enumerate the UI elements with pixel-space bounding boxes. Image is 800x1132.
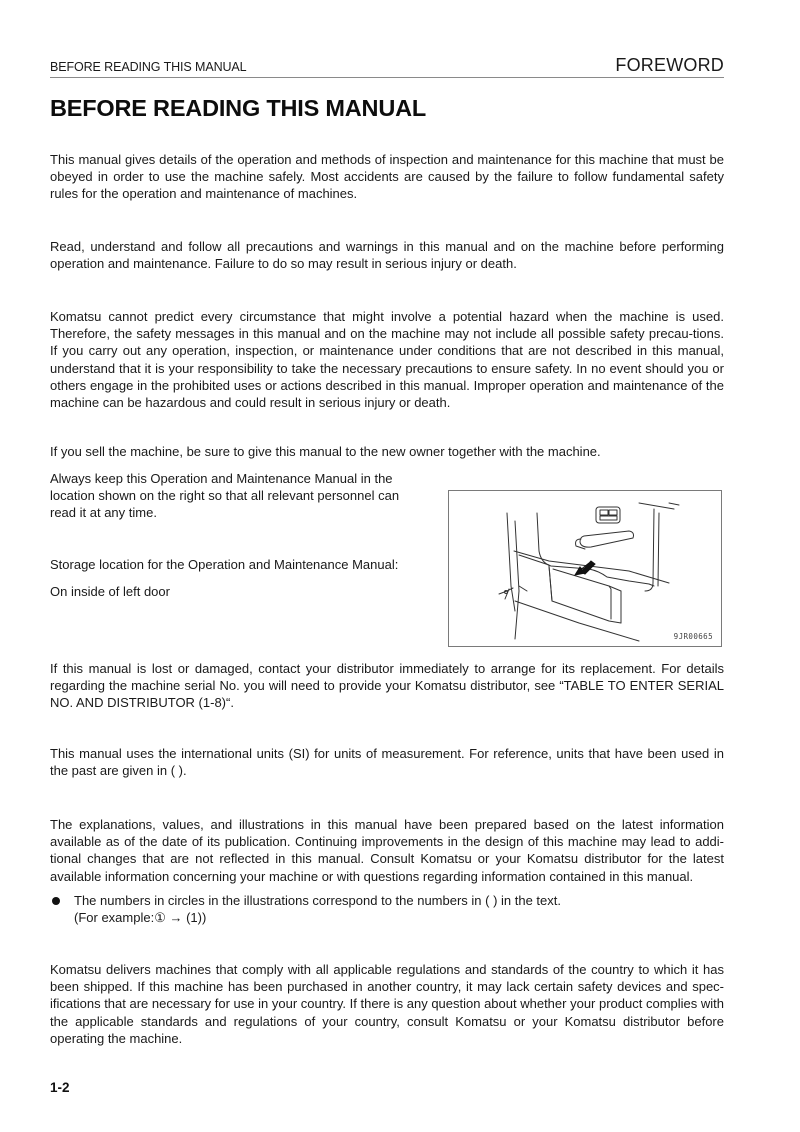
paragraph-hazard-disclaimer: Komatsu cannot predict every circumstance that might involve a potential hazard when the machine is used. Therefore, the safety messages in this manual and on the machine may not include all possible safety precau-tions. If you carry out any operation, inspection, or maintenance under conditions that are not described in this manual, understand that it is your responsibility to take the necessary precautions to ensure safety. In no event should you or others engage in the prohibited uses or actions described in this manual. Improper operation and maintenance of the machine can be hazardous and could result in serious injury or death. — [50, 309, 724, 411]
paragraph-storage-location-label: Storage location for the Operation and Maintenance Manual: — [50, 557, 399, 572]
bullet-text — [74, 892, 724, 926]
page-number: 1-2 — [50, 1080, 70, 1095]
paragraph-sell-machine: If you sell the machine, be sure to give this manual to the new owner together with the machine. — [50, 444, 601, 459]
paragraph-read-precautions: Read, understand and follow all precautions and warnings in this manual and on the machine before performing operation and maintenance. Failure to do so may result in serious injury or death. — [50, 239, 724, 272]
bullet-line-2: (For example:① → (1)) — [74, 910, 207, 925]
header-chapter-title: FOREWORD — [615, 55, 724, 75]
bullet-line-1: The numbers in circles in the illustrations correspond to the numbers in ( ) in the text. — [74, 893, 561, 908]
paragraph-si-units: This manual uses the international units (SI) for units of measurement. For reference, units that have been used in the past are given in ( ). — [50, 746, 724, 779]
bullet-dot-icon — [52, 897, 60, 905]
running-header — [50, 55, 724, 78]
paragraph-keep-manual: Always keep this Operation and Maintenance Manual in the location shown on the right so that all relevant personnel can read it at any time. — [50, 471, 400, 520]
paragraph-lost-manual: If this manual is lost or damaged, contact your distributor immediately to arrange for its replacement. For details regarding the machine serial No. you will need to provide your Komatsu distributor, see “TABLE TO ENTER SERIAL NO. AND DISTRIBUTOR (1-8)“. — [50, 661, 724, 711]
page-title: BEFORE READING THIS MANUAL — [50, 95, 427, 121]
paragraph-latest-information: The explanations, values, and illustrations in this manual have been prepared based on the latest information available as of the date of its publication. Continuing improvements in the design of this machine may lead to addi-tional changes that are not reflected in this manual. Consult Komatsu or your Komatsu distributor for the latest available information concerning your machine or with questions regarding information contained in this manual. — [50, 817, 724, 884]
paragraph-regulations: Komatsu delivers machines that comply with all applicable regulations and standards of the country to which it has been shipped. If this machine has been purchased in another country, it may lack certain safety devices and spec-ifications that are necessary for use in your country. If there is any question about whether your product complies with the applicable standards and regulations of your country, consult Komatsu or your Komatsu distributor before operating the machine. — [50, 962, 724, 1046]
figure-code: 9JR00665 — [673, 632, 713, 641]
door-pocket-drawing-icon — [449, 491, 723, 648]
paragraph-storage-location-value: On inside of left door — [50, 584, 170, 599]
paragraph-purpose: This manual gives details of the operation and methods of inspection and maintenance for this machine that must be obeyed in order to use the machine safely. Most accidents are caused by the failure to follow fundamental safety rules for the operation and maintenance of machines. — [50, 152, 724, 202]
storage-location-illustration — [448, 490, 722, 647]
header-section-title: BEFORE READING THIS MANUAL — [50, 60, 247, 74]
